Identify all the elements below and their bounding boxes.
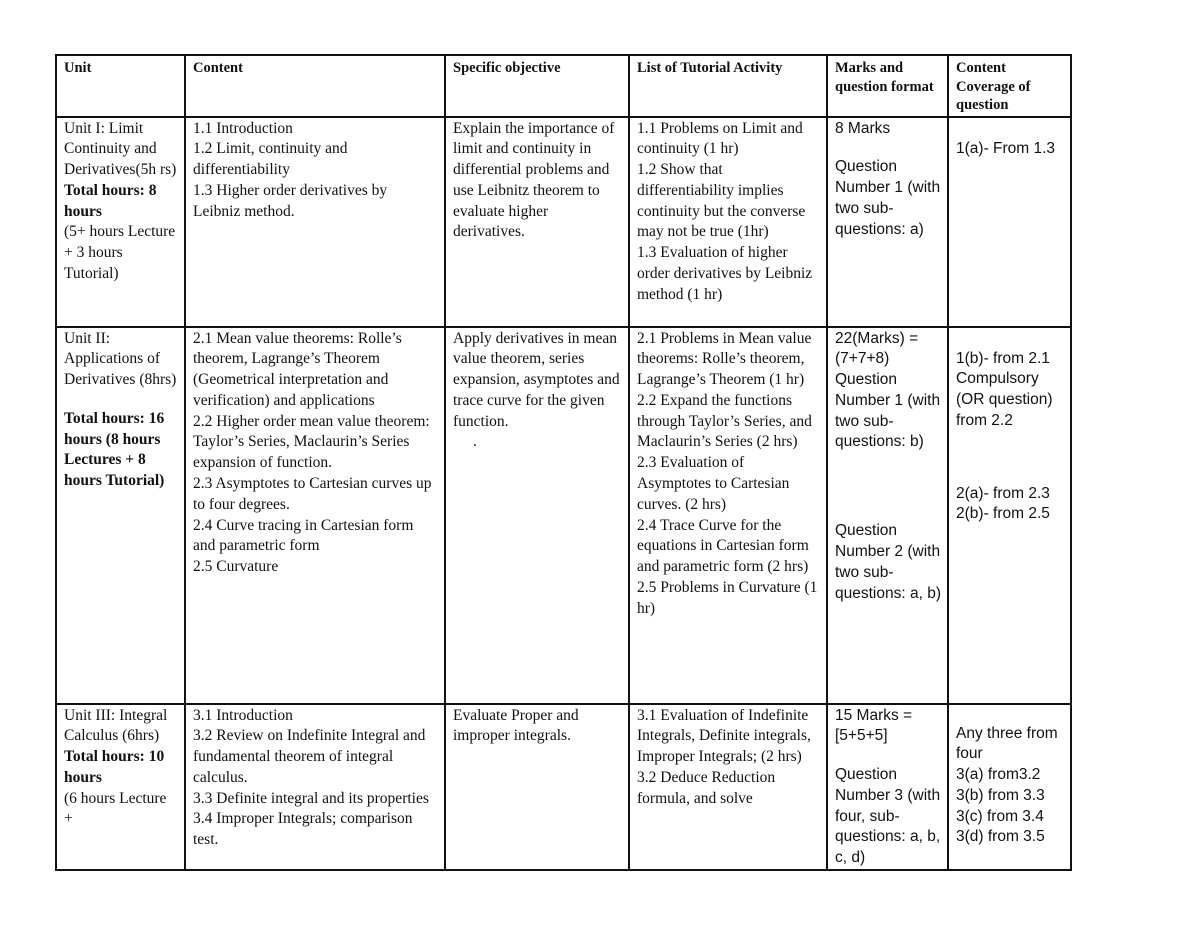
tutorial-cell: [629, 327, 827, 704]
content-item: 2.3 Asymptotes to Cartesian curves up to four degrees.: [193, 475, 432, 513]
content-cell: [185, 704, 445, 871]
unit-hours-breakdown: (5+ hours Lecture + 3 hours Tutorial): [64, 223, 176, 283]
table-row: [56, 117, 1071, 327]
coverage-item: 3(d) from 3.5: [956, 828, 1045, 846]
unit-cell: [56, 117, 185, 327]
tutorial-item: 2.1 Problems in Mean value theorems: Rolle’s theorem, Lagrange’s Theorem (1 hr): [637, 329, 812, 389]
content-item: 3.1 Introduction: [193, 706, 293, 724]
coverage-cell: [948, 117, 1071, 327]
coverage-cell: [948, 327, 1071, 704]
unit-title: Unit I: Limit Continuity and Derivatives(5h rs): [64, 119, 177, 179]
content-item: 2.2 Higher order mean value theorem: Taylor’s Series, Maclaurin’s Series expansion of function.: [193, 412, 430, 472]
unit-cell: [56, 327, 185, 704]
content-item: 1.2 Limit, continuity and differentiability: [193, 140, 348, 179]
coverage-item: 2(a)- from 2.3: [956, 484, 1050, 502]
marks-question: Question Number 3 (with four, sub-questions: a, b, c, d): [835, 766, 941, 867]
tutorial-item: 1.2 Show that differentiability implies continuity but the converse may not be true (1hr): [637, 161, 806, 241]
content-item: 3.3 Definite integral and its properties: [193, 789, 429, 807]
syllabus-table: [55, 54, 1072, 871]
content-cell: [185, 327, 445, 704]
tutorial-item: 2.5 Problems in Curvature (1 hr): [637, 579, 818, 617]
header-objective: Specific objective: [445, 55, 629, 117]
tutorial-item: 3.2 Deduce Reduction formula, and solve: [637, 768, 776, 807]
unit-total-hours: Total hours: 8 hours: [64, 181, 157, 220]
coverage-item: 1(b)- from 2.1 Compulsory (OR question) from 2.2: [956, 349, 1053, 429]
coverage-item: Any three from four: [956, 724, 1058, 763]
header-coverage: Content Coverage of question: [948, 55, 1071, 117]
unit-total-hours: Total hours: 10 hours: [64, 748, 165, 786]
tutorial-cell: [629, 117, 827, 327]
header-tutorial: List of Tutorial Activity: [629, 55, 827, 117]
content-item: 3.4 Improper Integrals; comparison test.: [193, 810, 413, 849]
coverage-item: 1(a)- From 1.3: [956, 139, 1056, 157]
marks-question: Question Number 2 (with two sub-questions: a, b): [835, 522, 941, 602]
marks-cell: [827, 117, 948, 327]
objective-text: Apply derivatives in mean value theorem, series expansion, asymptotes and trace curve for the given function.: [453, 329, 620, 430]
coverage-item: 3(c) from 3.4: [956, 807, 1044, 825]
coverage-item: 3(a) from3.2: [956, 766, 1041, 784]
marks-question: Question Number 1 (with two sub-questions: a): [835, 158, 941, 238]
content-item: 1.1 Introduction: [193, 119, 293, 137]
marks-total: 8 Marks: [835, 119, 891, 137]
coverage-item: 3(b) from 3.3: [956, 786, 1045, 804]
unit-title: Unit II: Applications of Derivatives (8hrs): [64, 329, 177, 389]
content-cell: [185, 117, 445, 327]
tutorial-item: 2.3 Evaluation of Asymptotes to Cartesian curves. (2 hrs): [637, 454, 790, 513]
unit-title: Unit III: Integral Calculus (6hrs): [64, 706, 168, 745]
content-item: 2.5 Curvature: [193, 558, 279, 576]
content-item: 2.4 Curve tracing in Cartesian form and parametric form: [193, 516, 414, 555]
header-row: [56, 55, 1071, 117]
marks-total: 22(Marks) = (7+7+8): [835, 329, 919, 368]
content-item: 1.3 Higher order derivatives by Leibniz method.: [193, 181, 388, 220]
tutorial-cell: [629, 704, 827, 871]
marks-total: 15 Marks = [5+5+5]: [835, 706, 913, 745]
unit-cell: [56, 704, 185, 871]
objective-dot: .: [473, 433, 477, 451]
objective-cell: Explain the importance of limit and continuity in differential problems and use Leibnitz theorem to evaluate higher derivatives.: [445, 117, 629, 327]
unit-total-hours: Total hours: 16 hours (8 hours Lectures + 8 hours Tutorial): [64, 409, 165, 490]
marks-cell: [827, 704, 948, 871]
objective-cell: Evaluate Proper and improper integrals.: [445, 704, 629, 871]
tutorial-item: 2.2 Expand the functions through Taylor’s Series, and Maclaurin’s Series (2 hrs): [637, 391, 812, 451]
objective-cell: [445, 327, 629, 704]
tutorial-item: 1.3 Evaluation of higher order derivatives by Leibniz method (1 hr): [637, 244, 813, 303]
coverage-cell: [948, 704, 1071, 871]
tutorial-item: 1.1 Problems on Limit and continuity (1 hr): [637, 119, 803, 158]
tutorial-item: 2.4 Trace Curve for the equations in Cartesian form and parametric form (2 hrs): [637, 516, 809, 576]
table-row: [56, 327, 1071, 704]
tutorial-item: 3.1 Evaluation of Indefinite Integrals, Definite integrals, Improper Integrals; (2 hrs): [637, 706, 811, 766]
unit-hours-breakdown: (6 hours Lecture +: [64, 789, 167, 828]
content-item: 3.2 Review on Indefinite Integral and fundamental theorem of integral calculus.: [193, 727, 426, 786]
coverage-item: 2(b)- from 2.5: [956, 505, 1050, 523]
header-content: Content: [185, 55, 445, 117]
header-marks: Marks and question format: [827, 55, 948, 117]
header-unit: Unit: [56, 55, 185, 117]
table-row: [56, 704, 1071, 871]
marks-cell: [827, 327, 948, 704]
content-item: 2.1 Mean value theorems: Rolle’s theorem, Lagrange’s Theorem (Geometrical interpretation and verification) and applications: [193, 329, 402, 409]
marks-question: Question Number 1 (with two sub-questions: b): [835, 371, 941, 451]
